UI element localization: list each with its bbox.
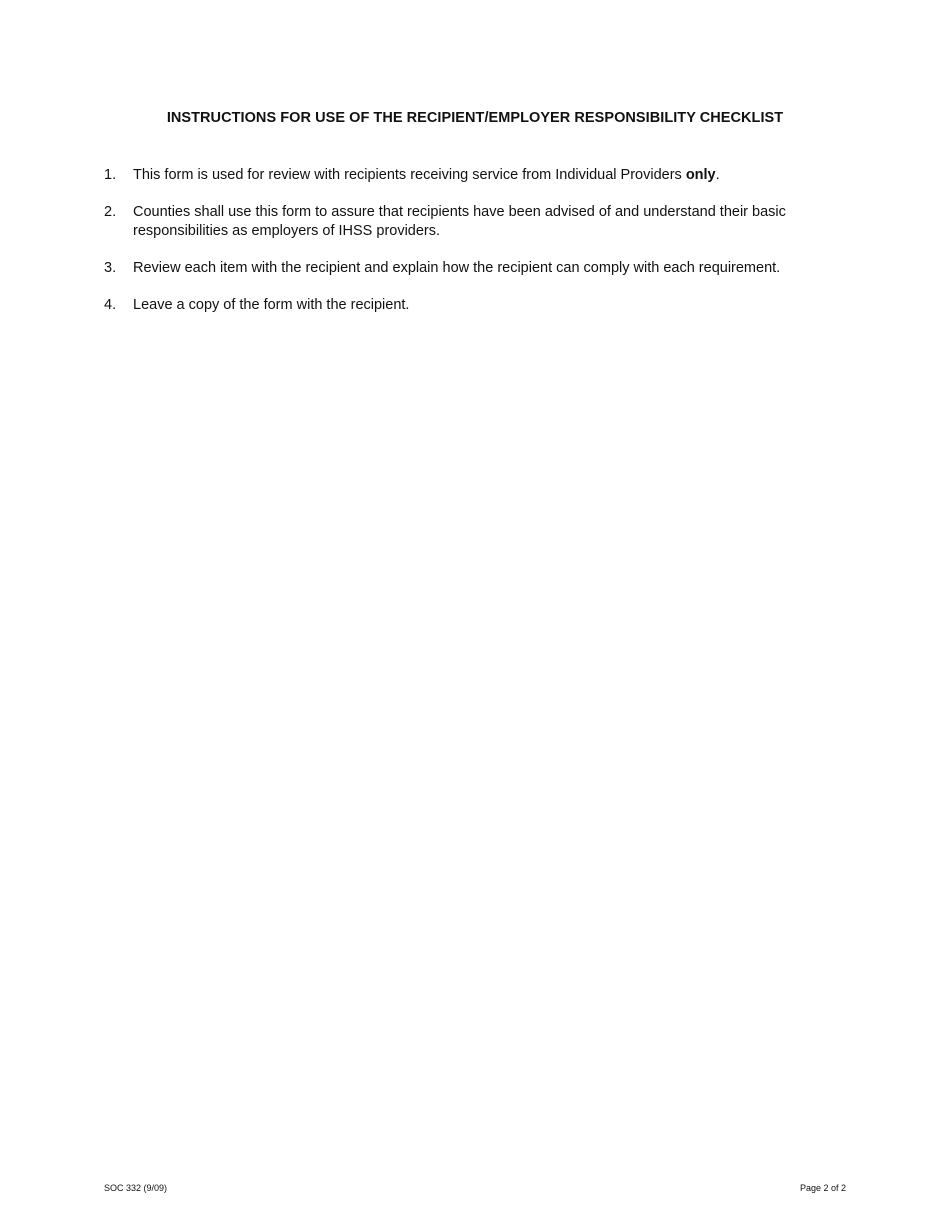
item-text: Leave a copy of the form with the recipient.	[133, 297, 410, 313]
list-item	[104, 203, 844, 241]
item-text: Counties shall use this form to assure that recipients have been advised of and understand their basic responsibilities as employers of IHSS providers.	[133, 204, 786, 239]
item-text: This form is used for review with recipients receiving service from Individual Providers	[133, 167, 686, 183]
item-suffix: .	[715, 167, 720, 183]
instruction-list	[104, 166, 844, 333]
page-number: Page 2 of 2	[799, 1183, 846, 1193]
list-item	[104, 166, 844, 185]
item-emphasis: only	[685, 167, 716, 183]
item-number: 4.	[104, 297, 117, 313]
list-item	[104, 259, 844, 278]
list-item	[104, 296, 844, 315]
item-number: 3.	[104, 260, 117, 276]
item-number: 2.	[104, 204, 117, 220]
item-number: 1.	[104, 167, 117, 183]
item-text: Review each item with the recipient and explain how the recipient can comply with each requirement.	[133, 260, 781, 276]
form-id: SOC 332 (9/09)	[104, 1183, 168, 1193]
page-title: INSTRUCTIONS FOR USE OF THE RECIPIENT/EMPLOYER RESPONSIBILITY CHECKLIST	[166, 110, 784, 126]
